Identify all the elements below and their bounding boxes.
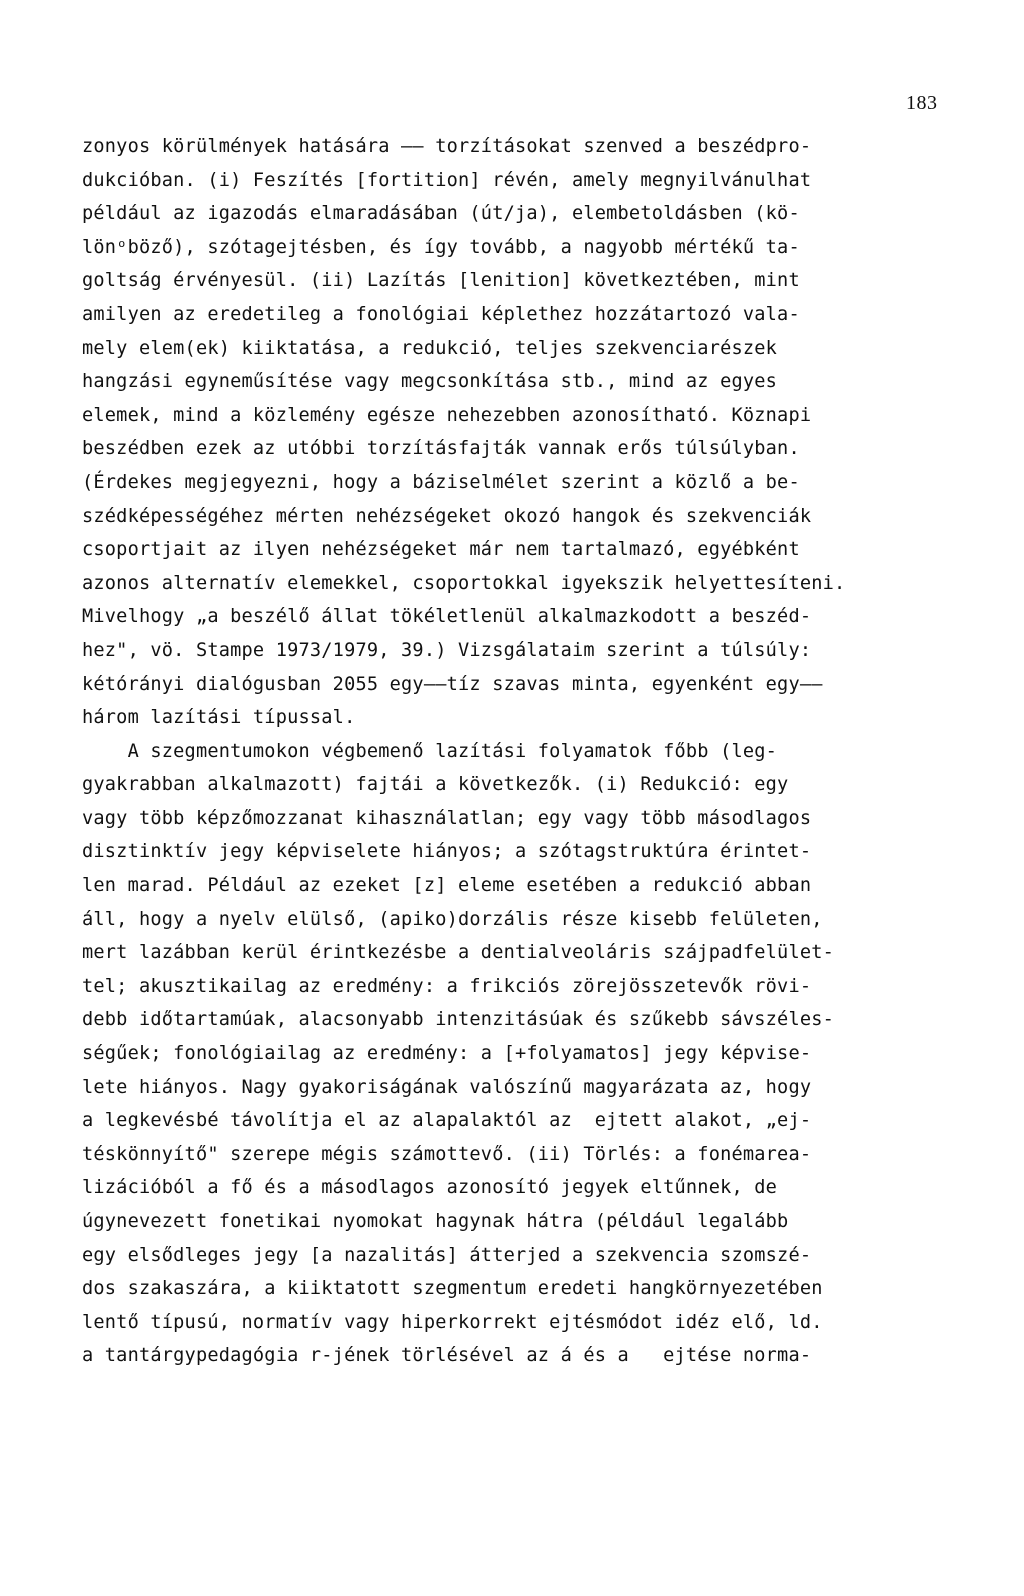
- text-line: például az igazodás elmaradásában (út/ja), elembetoldásben (kö-: [82, 203, 800, 225]
- text-line: azonos alternatív elemekkel, csoportokkal igyekszik helyettesíteni.: [82, 572, 846, 594]
- text-line: lentő típusú, normatív vagy hiperkorrekt ejtésmódot idéz elő, ld.: [82, 1311, 823, 1333]
- text-line: Mivelhogy „a beszélő állat tökéletlenül alkalmazkodott a beszéd-: [82, 606, 812, 628]
- text-line: mely elem(ek) kiiktatása, a redukció, teljes szekvenciarészek: [82, 337, 778, 359]
- text-line: ségűek; fonológiailag az eredmény: a [+folyamatos] jegy képvise-: [82, 1043, 812, 1065]
- text-line: téskönnyítő" szerepe mégis számottevő. (ii) Törlés: a fonémarea-: [82, 1143, 812, 1165]
- text-line: egy elsődleges jegy [a nazalitás] átterjed a szekvencia szomszé-: [82, 1244, 812, 1266]
- text-line: elemek, mind a közlemény egésze nehezebben azonosítható. Köznapi: [82, 404, 812, 426]
- text-line: csoportjait az ilyen nehézségeket már nem tartalmazó, egyébként: [82, 539, 800, 561]
- text-line: goltság érvényesül. (ii) Lazítás [lenition] következtében, mint: [82, 270, 800, 292]
- text-line: vagy több képzőmozzanat kihasználatlan; egy vagy több másodlagos: [82, 807, 812, 829]
- text-line: gyakrabban alkalmazott) fajtái a következők. (i) Redukció: egy: [82, 774, 789, 796]
- text-line: hez", vö. Stampe 1973/1979, 39.) Vizsgálataim szerint a túlsúly:: [82, 639, 812, 661]
- text-line: dos szakaszára, a kiiktatott szegmentum eredeti hangkörnyezetében: [82, 1278, 823, 1300]
- body-text: [82, 130, 962, 1373]
- page-number: 183: [906, 92, 938, 114]
- text-line: lete hiányos. Nagy gyakoriságának valószínű magyarázata az, hogy: [82, 1076, 812, 1098]
- text-line: a legkevésbé távolítja el az alapalaktól az ejtett alakot, „ej-: [82, 1110, 812, 1132]
- text-line: szédképességéhez mérten nehézségeket okozó hangok és szekvenciák: [82, 505, 812, 527]
- text-line: (Érdekes megjegyezni, hogy a báziselmélet szerint a közlő a be-: [82, 471, 800, 493]
- text-line: lizációból a fő és a másodlagos azonosító jegyek eltűnnek, de: [82, 1177, 778, 1199]
- text-line: disztinktív jegy képviselete hiányos; a szótagstruktúra érintet-: [82, 841, 812, 863]
- text-line: mert lazábban kerül érintkezésbe a dentialveoláris szájpadfelület-: [82, 942, 835, 964]
- text-line: amilyen az eredetileg a fonológiai képlethez hozzátartozó vala-: [82, 303, 800, 325]
- text-line: len marad. Például az ezeket [z] eleme esetében a redukció abban: [82, 875, 812, 897]
- text-line: hangzási egyneműsítése vagy megcsonkítása stb., mind az egyes: [82, 371, 778, 393]
- text-line: áll, hogy a nyelv elülső, (apiko)dorzális része kisebb felületen,: [82, 908, 823, 930]
- text-line: kétórányi dialógusban 2055 egy——tíz szavas minta, egyenként egy——: [82, 673, 823, 695]
- text-line: lönᵒböző), szótagejtésben, és így tovább, a nagyobb mértékű ta-: [82, 236, 800, 258]
- text-line: A szegmentumokon végbemenő lazítási folyamatok főbb (leg-: [82, 740, 778, 762]
- text-line: három lazítási típussal.: [82, 707, 356, 729]
- text-line: a tantárgypedagógia r-jének törlésével az á és a ejtése norma-: [82, 1345, 812, 1367]
- text-line: beszédben ezek az utóbbi torzításfajták vannak erős túlsúlyban.: [82, 438, 800, 460]
- text-line: úgynevezett fonetikai nyomokat hagynak hátra (például legalább: [82, 1211, 789, 1232]
- text-line: dukcióban. (i) Feszítés [fortition] révén, amely megnyilvánulhat: [82, 169, 812, 191]
- text-line: zonyos körülmények hatására —— torzításokat szenved a beszédpro-: [82, 136, 812, 157]
- text-line: debb időtartamúak, alacsonyabb intenzitásúak és szűkebb sávszéles-: [82, 1009, 835, 1031]
- text-line: tel; akusztikailag az eredmény: a frikciós zörejösszetevők rövi-: [82, 975, 812, 997]
